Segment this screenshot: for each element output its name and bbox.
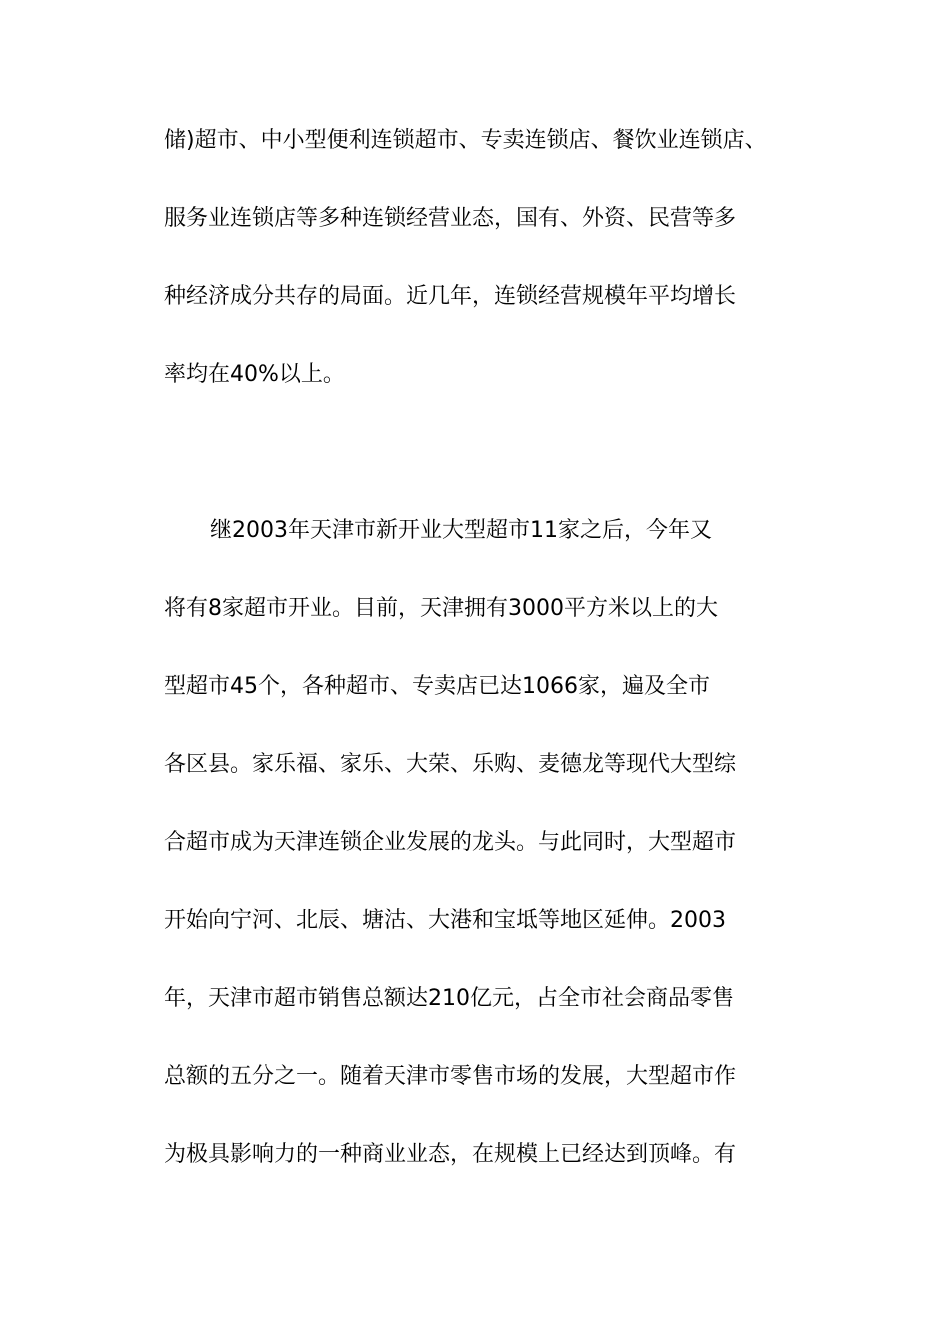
paragraph-line: 年，天津市超市销售总额达210亿元，占全市社会商品零售 [164,986,734,1011]
paragraph-line: 开始向宁河、北辰、塘沽、大港和宝坻等地区延伸。2003 [164,908,726,933]
paragraph-line: 总额的五分之一。随着天津市零售市场的发展，大型超市作 [164,1064,737,1089]
paragraph-line: 各区县。家乐福、家乐、大荣、乐购、麦德龙等现代大型综 [164,752,737,777]
paragraph-line: 型超市45个，各种超市、专卖店已达1066家，遍及全市 [164,674,710,699]
paragraph-line: 为极具影响力的一种商业业态，在规模上已经达到顶峰。有 [164,1142,737,1167]
paragraph-line: 将有8家超市开业。目前，天津拥有3000平方米以上的大 [164,596,718,621]
paragraph-line: 合超市成为天津连锁企业发展的龙头。与此同时，大型超市 [164,830,737,855]
paragraph-line: 率均在40%以上。 [164,362,345,387]
paragraph-line: 继2003年天津市新开业大型超市11家之后，今年又 [210,518,712,543]
paragraph-line: 种经济成分共存的局面。近几年，连锁经营规模年平均增长 [164,284,737,309]
paragraph-line: 服务业连锁店等多种连锁经营业态，国有、外资、民营等多 [164,206,737,231]
paragraph-line: 储)超市、中小型便利连锁超市、专卖连锁店、餐饮业连锁店、 [164,128,767,153]
